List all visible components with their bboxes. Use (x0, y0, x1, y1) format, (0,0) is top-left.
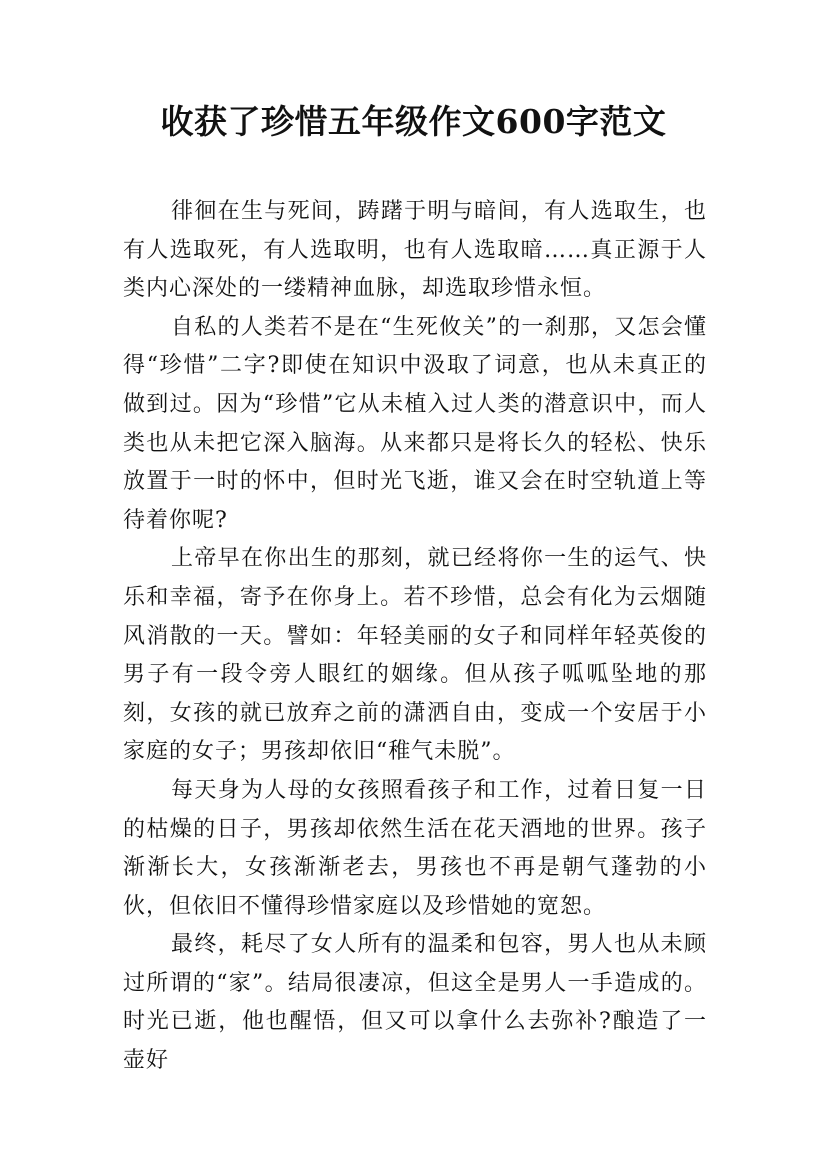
document-body (123, 193, 707, 1081)
paragraph: 每天身为人母的女孩照看孩子和工作，过着日复一日的枯燥的日子，男孩却依然生活在花天酒地的世界。孩子渐渐长大，女孩渐渐老去，男孩也不再是朝气蓬勃的小伙，但依旧不懂得珍惜家庭以及珍惜她的宽恕。 (123, 777, 707, 919)
document-title: 收获了珍惜五年级作文600字范文 (160, 102, 667, 141)
paragraph: 徘徊在生与死间，踌躇于明与暗间，有人选取生，也有人选取死，有人选取明，也有人选取暗……真正源于人类内心深处的一缕精神血脉，却选取珍惜永恒。 (123, 199, 707, 302)
paragraph: 上帝早在你出生的那刻，就已经将你一生的运气、快乐和幸福，寄予在你身上。若不珍惜，总会有化为云烟随风消散的一天。譬如：年轻美丽的女子和同样年轻英俊的男子有一段令旁人眼红的姻缘。但从孩子呱呱坠地的那刻，女孩的就已放弃之前的潇洒自由，变成一个安居于小家庭的女子；男孩却依旧“稚气未脱”。 (123, 546, 707, 765)
paragraph: 最终，耗尽了女人所有的温柔和包容，男人也从未顾过所谓的“家”。结局很凄凉，但这全是男人一手造成的。时光已逝，他也醒悟，但又可以拿什么去弥补?酿造了一壶好 (123, 932, 707, 1074)
paragraph: 自私的人类若不是在“生死攸关”的一刹那，又怎会懂得“珍惜”二字?即使在知识中汲取了词意，也从未真正的做到过。因为“珍惜”它从未植入过人类的潜意识中，而人类也从未把它深入脑海。从来都只是将长久的轻松、快乐放置于一时的怀中，但时光飞逝，谁又会在时空轨道上等待着你呢? (123, 314, 707, 533)
